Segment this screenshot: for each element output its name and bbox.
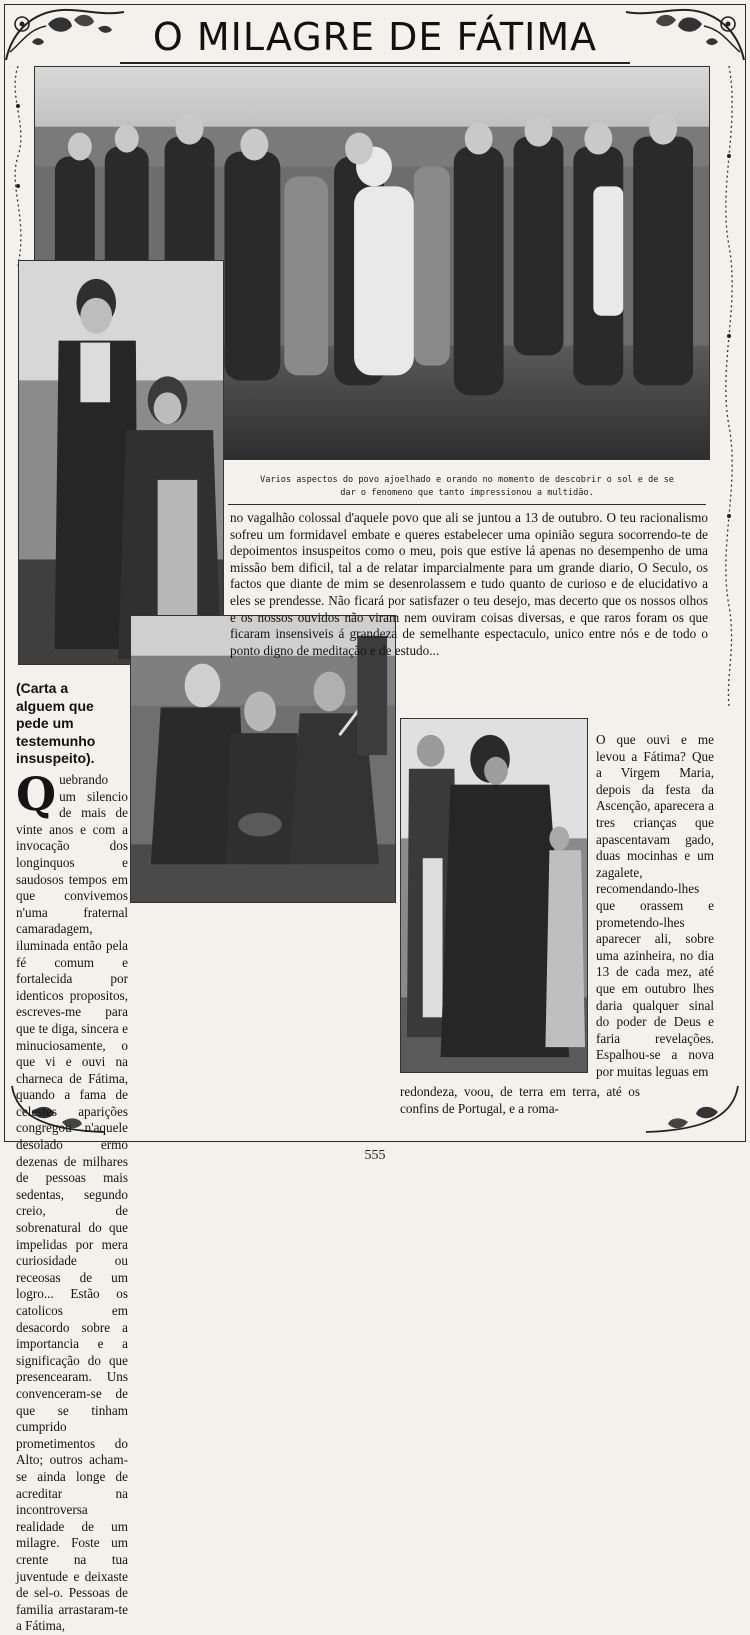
article-column-top	[230, 510, 708, 659]
article-paragraph: redondeza, voou, de terra em terra, até os confins de Portugal, e a roma-	[400, 1084, 640, 1116]
dotted-vine-border-icon	[716, 66, 742, 706]
drop-cap: Q	[16, 767, 57, 821]
article-column-narrow	[596, 732, 714, 1080]
floral-ornament-icon	[622, 2, 748, 64]
title-rule	[120, 62, 630, 64]
caption-divider	[228, 504, 706, 505]
article-paragraph: no vagalhão colossal d'aquele povo que ali se juntou a 13 de outubro. O teu racionalismo sofreu um formidavel embate e queres estabelecer uma opinião segura socorrendo-te de depoimentos insuspeitos como o meu, pois que estive lá apenas no desempenho de uma missão bem dificil, tal a de relatar imparcialmente para um grande diario, O Seculo, os factos que diante de mim se desenrolassem e tudo quanto de curioso e de elucidativo a eles se prendesse. Não ficará por satisfazer o teu desejo, mas decerto que os nossos olhos e os nossos ouvidos não viram nem ouviram coisas diversas, e que raros foram os que ficaram insensiveis á grandeza de semelhante espectaculo, unico entre nós e de todo o ponto digno de meditação e de estudo...	[230, 510, 708, 658]
man-and-woman-praying-photo	[18, 260, 224, 665]
caption-line: Varios aspectos do povo ajoelhado e orando no momento de descobrir o sol e de se	[260, 475, 674, 485]
article-column-bottom	[400, 1084, 640, 1117]
caption-line: dar o fenomeno que tanto impressionou a multidão.	[340, 488, 594, 498]
dotted-vine-border-icon	[6, 66, 30, 266]
photo-caption	[228, 474, 706, 500]
page-number: 555	[364, 1148, 386, 1163]
floral-ornament-icon	[2, 2, 128, 64]
article-column-left	[16, 767, 128, 1635]
floral-ornament-icon	[642, 1082, 742, 1138]
article-paragraph: uebrando um silencio de mais de vinte anos e com a invocação dos longinquos e saudosos tempos em que convivemos n'uma fraternal camaradagem, iluminada então pela fé comum e fortalecida por identicos propositos, escreves-me para que te diga, sincera e minuciosamente, o que vi e ouvi na charneca de Fátima, quando a fama de celestes aparições congregou n'aquele desolado ermo dezenas de milhares de pessoas mais sedentas, segundo creio, de sobrenatural do que impelidas por mera curiosidade ou receosas de um logro... Estão os catolicos em desacordo sobre a importancia e a significação do que presencearam. Uns convenceram-se de que se tinham cumprido prometimentos do Alto; outros acham-se ainda longe de acreditar na incontroversa realidade de um milagre. Foste um crente na tua juventude e deixaste de sel-o. Pessoas de familia arrastaram-te a Fátima,	[16, 772, 128, 1634]
woman-in-shawl-photo	[400, 718, 588, 1073]
article-paragraph: O que ouvi e me levou a Fátima? Que a Virgem Maria, depois da festa da Ascenção, aparecera a tres crianças que apascentavam gado, duas mocinhas e um zagalete, recomendando-lhes que orassem e prometendo-lhes aparecer ali, sobre uma azinheira, no dia 13 de cada mez, até que em outubro lhes daria qualquer sinal do poder de Deus e faria revelações. Espalhou-se a nova por muitas leguas em	[596, 732, 714, 1079]
article-subtitle: (Carta a alguem que pede um testemunho insuspeito).	[16, 680, 96, 766]
page-title: O MILAGRE DE FÁTIMA	[152, 15, 598, 59]
